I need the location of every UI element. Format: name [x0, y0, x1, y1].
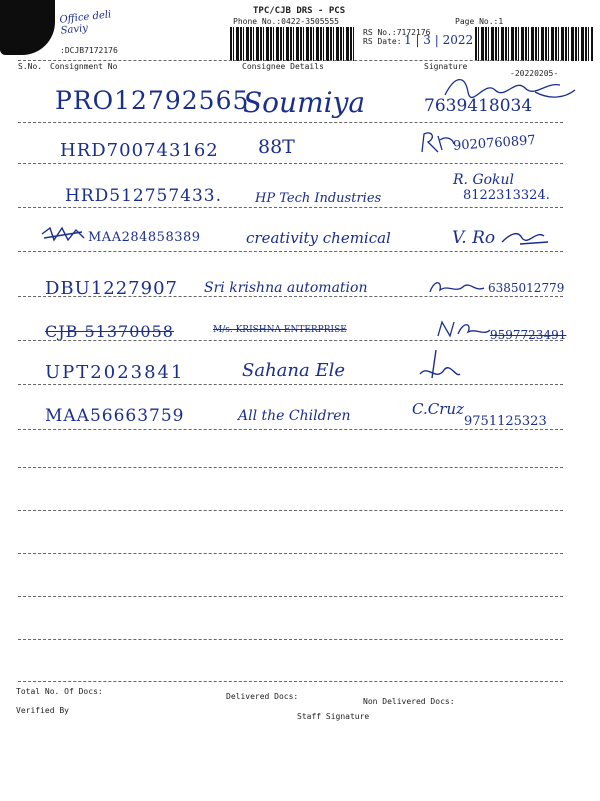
row-rule — [18, 429, 563, 430]
handwritten-annotation: Office deli Saviy — [58, 9, 112, 37]
row-5-signature — [426, 276, 486, 298]
row-rule — [18, 163, 563, 164]
header-rule — [18, 60, 563, 61]
row-2-consignment: HRD700743162 — [60, 140, 219, 161]
non-delivered-docs-label: Non Delivered Docs: — [363, 697, 455, 706]
rs-number: RS No.:7172176 — [363, 28, 431, 37]
row-3-phone: 8122313324. — [463, 188, 550, 203]
rs-date-value: 1 | 3 | 2022 — [404, 33, 474, 47]
row-1-consignment: PRO12792565 — [55, 86, 250, 115]
row-4-consignment: MAA284858389 — [88, 230, 201, 245]
drs-number: :DCJB7172176 — [60, 46, 118, 55]
row-2-consignee: 88T — [258, 136, 295, 158]
delivered-docs-label: Delivered Docs: — [226, 692, 299, 701]
row-2-signature — [418, 128, 458, 156]
row-1-consignee: Soumiya — [243, 86, 366, 119]
col-signature: Signature — [424, 62, 468, 71]
row-8-phone: 9751125323 — [464, 414, 547, 429]
col-consignment: Consignment No — [50, 62, 118, 71]
row-3-consignee: HP Tech Industries — [255, 191, 382, 206]
total-docs-label: Total No. Of Docs: — [16, 687, 103, 696]
row-8-signer: C.Cruz — [412, 400, 464, 418]
row-rule — [18, 207, 563, 208]
document-title: TPC/CJB DRS - PCS — [253, 6, 346, 16]
row-rule — [18, 122, 563, 123]
barcode-left — [230, 27, 355, 61]
empty-row-rule — [18, 639, 563, 640]
empty-row-rule — [18, 596, 563, 597]
row-3-consignment: HRD512757433. — [65, 186, 223, 206]
row-rule — [18, 251, 563, 252]
row-2-phone: 9020760897 — [452, 133, 537, 154]
row-1-phone: 7639418034 — [424, 96, 533, 116]
date-code: -20220205- — [510, 69, 559, 78]
row-6-consignee: M/s. KRISHNA ENTERPRISE — [213, 325, 347, 335]
row-5-consignment: DBU1227907 — [45, 278, 178, 299]
phone-number: Phone No.:0422-3505555 — [233, 17, 339, 26]
row-4-signer: V. Ro — [452, 228, 496, 248]
row-rule — [18, 384, 563, 385]
row-8-consignment: MAA56663759 — [45, 406, 185, 426]
row-5-phone: 6385012779 — [488, 281, 565, 295]
empty-row-rule — [18, 553, 563, 554]
row-rule — [18, 296, 563, 297]
corner-ink-blot — [0, 0, 55, 55]
col-sno: S.No. — [18, 62, 43, 71]
row-7-signature — [416, 348, 462, 384]
empty-row-rule — [18, 510, 563, 511]
empty-row-rule — [18, 681, 563, 682]
rs-date-label: RS Date: — [363, 37, 402, 46]
col-consignee: Consignee Details — [242, 62, 324, 71]
row-1-signature — [440, 70, 580, 110]
barcode-right — [475, 27, 593, 61]
page-number: Page No.:1 — [455, 17, 504, 26]
row-3-signer: R. Gokul — [453, 172, 515, 188]
row-4-signature — [500, 224, 550, 250]
row-5-consignee: Sri krishna automation — [204, 280, 368, 296]
row-4-scribble — [40, 224, 86, 244]
row-4-consignee: creativity chemical — [246, 229, 391, 247]
row-7-consignee: Sahana Ele — [242, 360, 345, 381]
empty-row-rule — [18, 467, 563, 468]
row-rule — [18, 340, 563, 341]
verified-by-label: Verified By — [16, 706, 69, 715]
row-7-consignment: UPT2023841 — [45, 362, 185, 383]
row-6-phone: 9597723491 — [490, 328, 567, 342]
staff-signature-label: Staff Signature — [297, 712, 370, 721]
row-6-consignment: CJB 51370058 — [45, 322, 174, 341]
row-8-consignee: All the Children — [238, 408, 351, 424]
